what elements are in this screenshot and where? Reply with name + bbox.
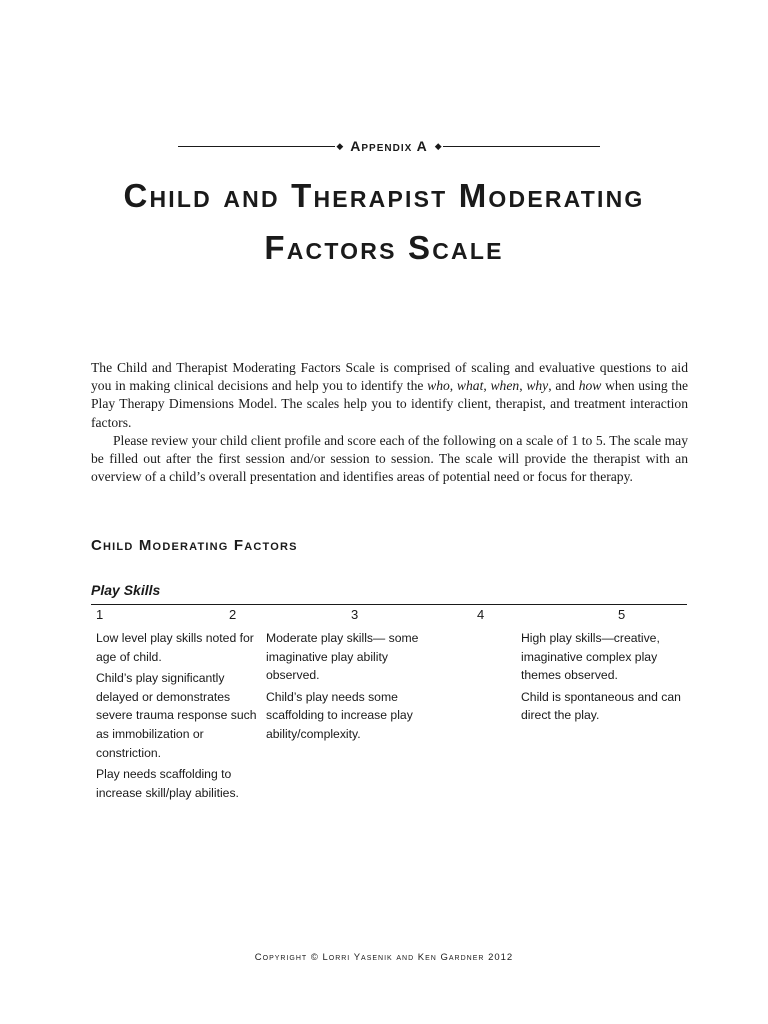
italic-what: what [456, 378, 484, 394]
diamond-ornament-icon: ◆ [434, 140, 442, 151]
col1-item: Play needs scaffolding to increase skill/play abilities. [96, 767, 239, 800]
italic-how: how [578, 378, 602, 394]
intro-separator: , [449, 378, 457, 394]
intro-text [91, 359, 688, 486]
italic-why: why [526, 378, 549, 394]
intro-paragraph-1 [91, 359, 688, 432]
col1-item: Child’s play significantly delayed or demonstrates severe trauma response such as immobilization or constriction. [96, 671, 257, 760]
scale-number-4: 4 [477, 607, 485, 622]
italic-who: who [427, 378, 450, 394]
intro-separator: , [483, 378, 491, 394]
page-title [100, 170, 668, 274]
intro-separator: , and [548, 378, 579, 394]
col3-item: Child’s play needs some scaffolding to increase play ability/complexity. [266, 689, 413, 741]
intro-text-segment: The Child and Therapist Moderating Factors Scale is comprised of scaling and evaluative questions to aid you in making clinical decisions and help you to identify the [91, 360, 688, 394]
scale-column-1 [96, 629, 258, 802]
copyright-footer: Copyright © Lorri Yasenik and Ken Gardner 2012 [254, 952, 514, 963]
right-ornament-rule [443, 146, 600, 147]
col5-item: Child is spontaneous and can direct the play. [521, 689, 681, 723]
intro-separator: , [519, 378, 527, 394]
sub-heading-play-skills: Play Skills [91, 582, 161, 598]
intro-text-segment: when using the Play Therapy Dimensions Model. The scales help you to identify client, therapist, and treatment interaction factors. [91, 378, 689, 430]
diamond-ornament-icon: ◆ [336, 140, 344, 151]
appendix-label-row [178, 136, 600, 156]
section-heading: Child Moderating Factors [91, 537, 298, 554]
scale-divider-rule [91, 604, 687, 605]
col3-item: Moderate play skills— some imaginative play ability observed. [266, 631, 419, 683]
scale-number-5: 5 [618, 607, 626, 622]
left-ornament-rule [178, 146, 335, 147]
scale-number-3: 3 [351, 607, 359, 622]
intro-paragraph-2: Please review your child client profile and score each of the following on a scale of 1 to 5. The scale may be filled out after the first session and/or session to session. The scale will provide the therapist with an overview of a child’s overall presentation and identifies areas of potential need or focus for therapy. [91, 432, 688, 485]
italic-when: when [490, 378, 520, 394]
scale-column-5 [521, 629, 681, 725]
scale-number-2: 2 [229, 607, 237, 622]
appendix-label: Appendix A [350, 138, 428, 154]
col5-item: High play skills—creative, imaginative complex play themes observed. [521, 631, 660, 683]
scale-number-1: 1 [96, 607, 104, 622]
col1-item: Low level play skills noted for age of child. [96, 631, 254, 664]
scale-column-3 [266, 629, 422, 744]
title-line-2: Factors Scale [264, 229, 504, 266]
title-line-1: Child and Therapist Moderating [123, 177, 645, 214]
